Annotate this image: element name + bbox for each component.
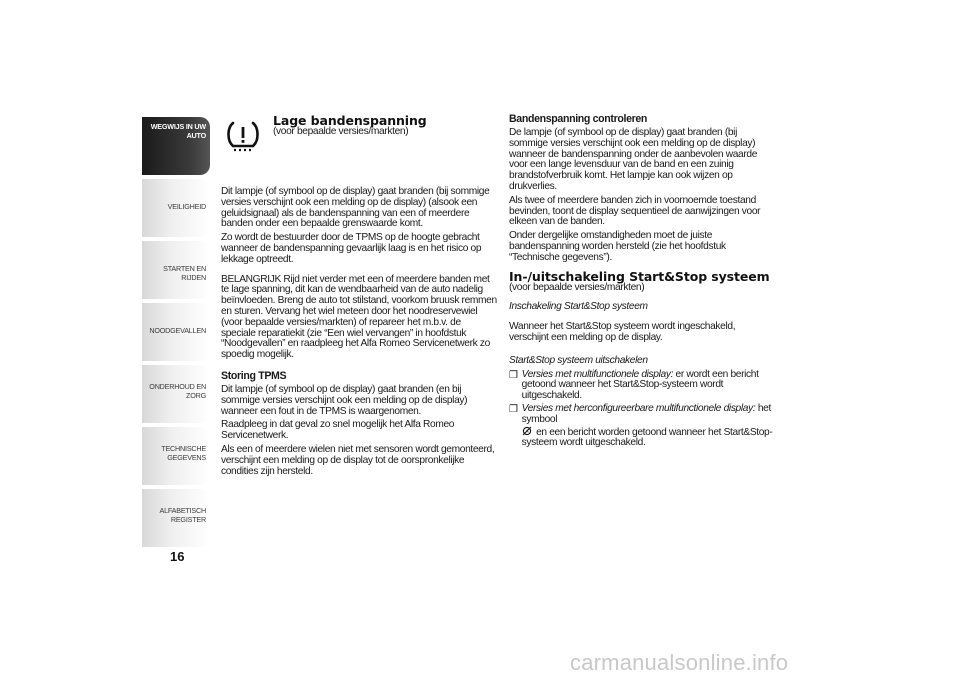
bullet-text: het symbool: [521, 402, 771, 425]
tab-onderhoud-en-zorg[interactable]: [142, 365, 210, 423]
subheading: Bandenspanning controleren: [509, 113, 648, 125]
tab-label: REGISTER: [170, 514, 206, 524]
italic-heading: Inschakeling Start&Stop systeem: [509, 301, 648, 313]
right-column: [509, 113, 777, 451]
tab-label: ONDERHOUD EN: [149, 382, 206, 391]
tab-label: AUTO: [186, 130, 206, 140]
list-item: [509, 370, 777, 402]
subheading: Storing TPMS: [221, 369, 287, 382]
tab-technische-gegevens[interactable]: [142, 427, 210, 485]
italic-heading: Start&Stop systeem uitschakelen: [509, 354, 648, 366]
paragraph: Wanneer het Start&Stop systeem wordt ingeschakeld, verschijnt een melding op de display.: [509, 321, 736, 343]
section-subtitle: (voor bepaalde versies/markten): [273, 126, 409, 137]
tab-label: WEGWIJS IN UW: [150, 122, 206, 131]
tab-label: GEGEVENS: [167, 452, 206, 462]
page-number: 16: [170, 549, 185, 564]
paragraph: Zo wordt de bestuurder door de TPMS op de hoogte gebracht wanneer de bandenspanning gevaarlijk laag is en het risico op lekkage optreedt.: [221, 232, 482, 265]
tab-alfabetisch-register[interactable]: [142, 489, 210, 547]
paragraph: Dit lampje (of symbool op de display) gaat branden (bij sommige versies verschijnt ook een melding op de display) (alsook een geluidsignaal) als de bandenspanning van een of meerdere banden onder een bepaalde grenswaarde komt.: [221, 186, 490, 230]
tab-noodgevallen[interactable]: [142, 303, 210, 361]
tpms-warning-icon: [221, 113, 265, 157]
bullet-text: en een bericht worden getoond wanneer het Start&Stop-systeem wordt uitgeschakeld.: [521, 426, 773, 449]
section-subtitle: (voor bepaalde versies/markten): [509, 281, 645, 293]
bullet-italic-label: Versies met herconfigureerbare multifunctionele display:: [521, 402, 756, 414]
paragraph: Dit lampje (of symbool op de display) gaat branden (en bij sommige versies verschijnt ook een melding op de display) wanneer een fout in de TPMS is waargenomen.: [221, 383, 468, 417]
checkbox-bullet-icon: ❒: [509, 403, 518, 415]
tab-label: VEILIGHEID: [167, 202, 206, 211]
paragraph: Raadpleeg in dat geval zo snel mogelijk het Alfa Romeo Servicenetwerk.: [221, 419, 455, 442]
paragraph: Onder dergelijke omstandigheden moet de juiste bandenspanning worden hersteld (zie het hoofdstuk “Technische gegevens”).: [509, 230, 726, 263]
tab-label: TECHNISCHE: [161, 444, 206, 453]
watermark: carmanualsonline.info: [570, 650, 789, 675]
section-title: In-/uitschakeling Start&Stop systeem: [509, 268, 770, 284]
tab-label: NOODGEVALLEN: [149, 326, 206, 335]
left-column: [221, 113, 497, 480]
start-stop-off-icon: [522, 426, 532, 436]
section-title: Lage bandenspanning: [273, 113, 427, 128]
tpms-heading: [221, 113, 497, 157]
paragraph: Als een of meerdere wielen niet met sensoren wordt gemonteerd, verschijnt een melding op de display tot de oorspronkelijke condities zijn hersteld.: [221, 443, 495, 477]
checkbox-bullet-icon: ❒: [509, 369, 518, 381]
tab-label: ZORG: [186, 390, 206, 400]
tab-starten-en-rijden[interactable]: [142, 241, 210, 299]
tab-wegwijs[interactable]: [142, 117, 210, 175]
paragraph: De lampje (of symbool op de display) gaat branden (bij sommige versies verschijnt ook een melding op de display) wanneer de bandenspanning onder de aanbevolen waarde voor een lange levensduur van de band en een zuinig brandstofverbruik komt. Het lampje kan ook wijzen op drukverlies.: [509, 127, 758, 192]
list-item: [509, 404, 777, 449]
bullet-italic-label: Versies met multifunctionele display:: [521, 368, 674, 380]
tab-label: ALFABETISCH: [159, 506, 206, 515]
bullet-text: er wordt een bericht getoond wanneer het Start&Stop-systeem wordt uitgeschakeld.: [521, 368, 759, 402]
tab-veiligheid[interactable]: [142, 179, 210, 237]
tab-label: STARTEN EN RIJDEN: [163, 264, 206, 282]
paragraph: Als twee of meerdere banden zich in voornoemde toestand bevinden, toont de display sequentieel de aanwijzingen voor elkeen van de banden.: [509, 194, 761, 228]
warning-paragraph: BELANGRIJK Rijd niet verder met een of meerdere banden met te lage spanning, dit kan de wendbaarheid van de auto nadelig beïnvloeden. Breng de auto tot stilstand, voorkom bruusk remmen en sturen. Vervang het wiel meteen door het noodreservewiel (voor bepaalde versies/markten) of repareer het m.b.v. de speciale reparatiekit (zie “Een wiel vervangen” in hoofdstuk “Noodgevallen” en raadpleeg het Alfa Romeo Servicenetwerk zo spoedig mogelijk.: [221, 273, 497, 361]
